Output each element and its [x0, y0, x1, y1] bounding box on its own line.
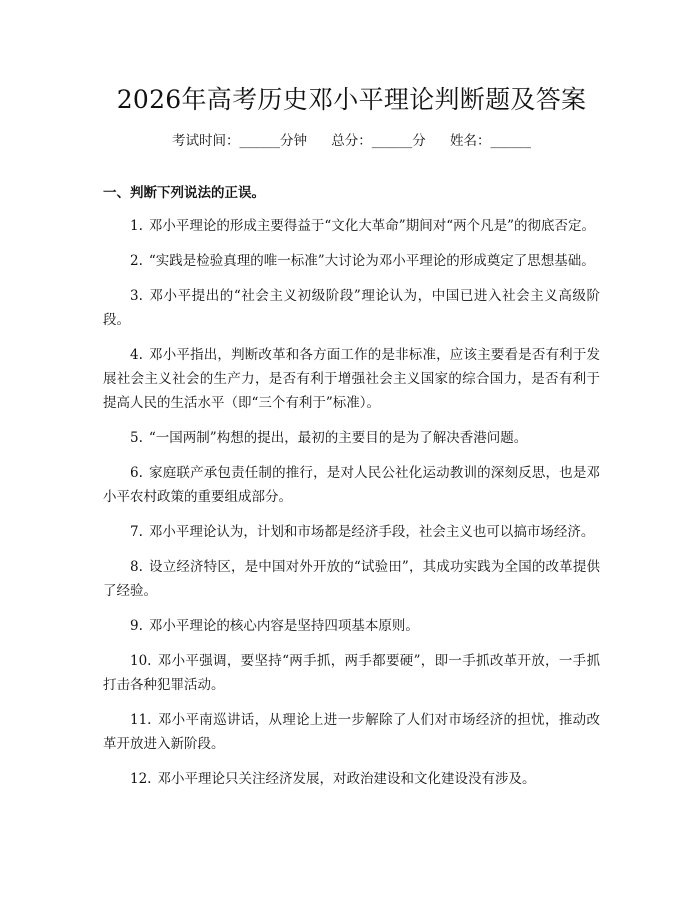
- question-list: [103, 214, 600, 791]
- question-number: 7.: [130, 524, 143, 540]
- question-number: 3.: [130, 288, 143, 304]
- question-item-7: [103, 520, 600, 544]
- question-item-5: [103, 426, 600, 450]
- question-number: 2.: [130, 253, 143, 269]
- question-number: 5.: [130, 430, 143, 446]
- question-text: “一国两制”构想的提出，最初的主要目的是为了解决香港问题。: [148, 430, 528, 446]
- document-title: 2026年高考历史邓小平理论判断题及答案: [116, 85, 587, 114]
- question-item-11: [103, 708, 600, 756]
- section-heading: 一、判断下列说法的正误。: [103, 185, 265, 201]
- question-number: 8.: [130, 559, 143, 575]
- question-text: 邓小平理论的核心内容是坚持四项基本原则。: [148, 618, 419, 634]
- question-number: 12.: [130, 771, 152, 787]
- question-number: 9.: [130, 618, 143, 634]
- question-text: 邓小平南巡讲话，从理论上进一步解除了人们对市场经济的担忧，推动改革开放进入新阶段。: [103, 712, 600, 752]
- question-text: 邓小平强调，要坚持“两手抓，两手都要硬”，即一手抓改革开放，一手抓打击各种犯罪活动。: [103, 653, 600, 693]
- question-item-10: [103, 649, 600, 697]
- question-number: 6.: [130, 465, 143, 481]
- question-item-3: [103, 284, 600, 332]
- question-item-2: [103, 249, 600, 273]
- question-item-6: [103, 461, 600, 509]
- question-text: 设立经济特区，是中国对外开放的“试验田”，其成功实践为全国的改革提供了经验。: [103, 559, 600, 599]
- question-number: 4.: [130, 347, 143, 363]
- exam-time-label: 考试时间：______分钟: [171, 133, 307, 149]
- question-text: 邓小平理论的形成主要得益于“文化大革命”期间对“两个凡是”的彻底否定。: [148, 218, 595, 234]
- question-item-8: [103, 555, 600, 603]
- question-text: 邓小平指出，判断改革和各方面工作的是非标准，应该主要看是否有利于发展社会主义社会的生产力，是否有利于增强社会主义国家的综合国力，是否有利于提高人民的生活水平（即“三个有利于”标准）。: [103, 347, 600, 411]
- question-item-4: [103, 343, 600, 415]
- question-text: 邓小平理论认为，计划和市场都是经济手段，社会主义也可以搞市场经济。: [148, 524, 595, 540]
- question-item-9: [103, 614, 600, 638]
- question-text: 邓小平提出的“社会主义初级阶段”理论认为，中国已进入社会主义高级阶段。: [103, 288, 600, 328]
- question-item-1: [103, 214, 600, 238]
- question-text: 邓小平理论只关注经济发展，对政治建设和文化建设没有涉及。: [157, 771, 536, 787]
- question-text: “实践是检验真理的唯一标准”大讨论为邓小平理论的形成奠定了思想基础。: [148, 253, 595, 269]
- question-number: 10.: [130, 653, 152, 669]
- question-item-12: [103, 767, 600, 791]
- question-number: 1.: [130, 218, 143, 234]
- student-name-label: 姓名：______: [450, 133, 532, 149]
- exam-meta: [103, 130, 600, 152]
- total-score-label: 总分：______分: [331, 133, 426, 149]
- question-number: 11.: [130, 712, 152, 728]
- question-text: 家庭联产承包责任制的推行，是对人民公社化运动教训的深刻反思，也是邓小平农村政策的重要组成部分。: [103, 465, 600, 505]
